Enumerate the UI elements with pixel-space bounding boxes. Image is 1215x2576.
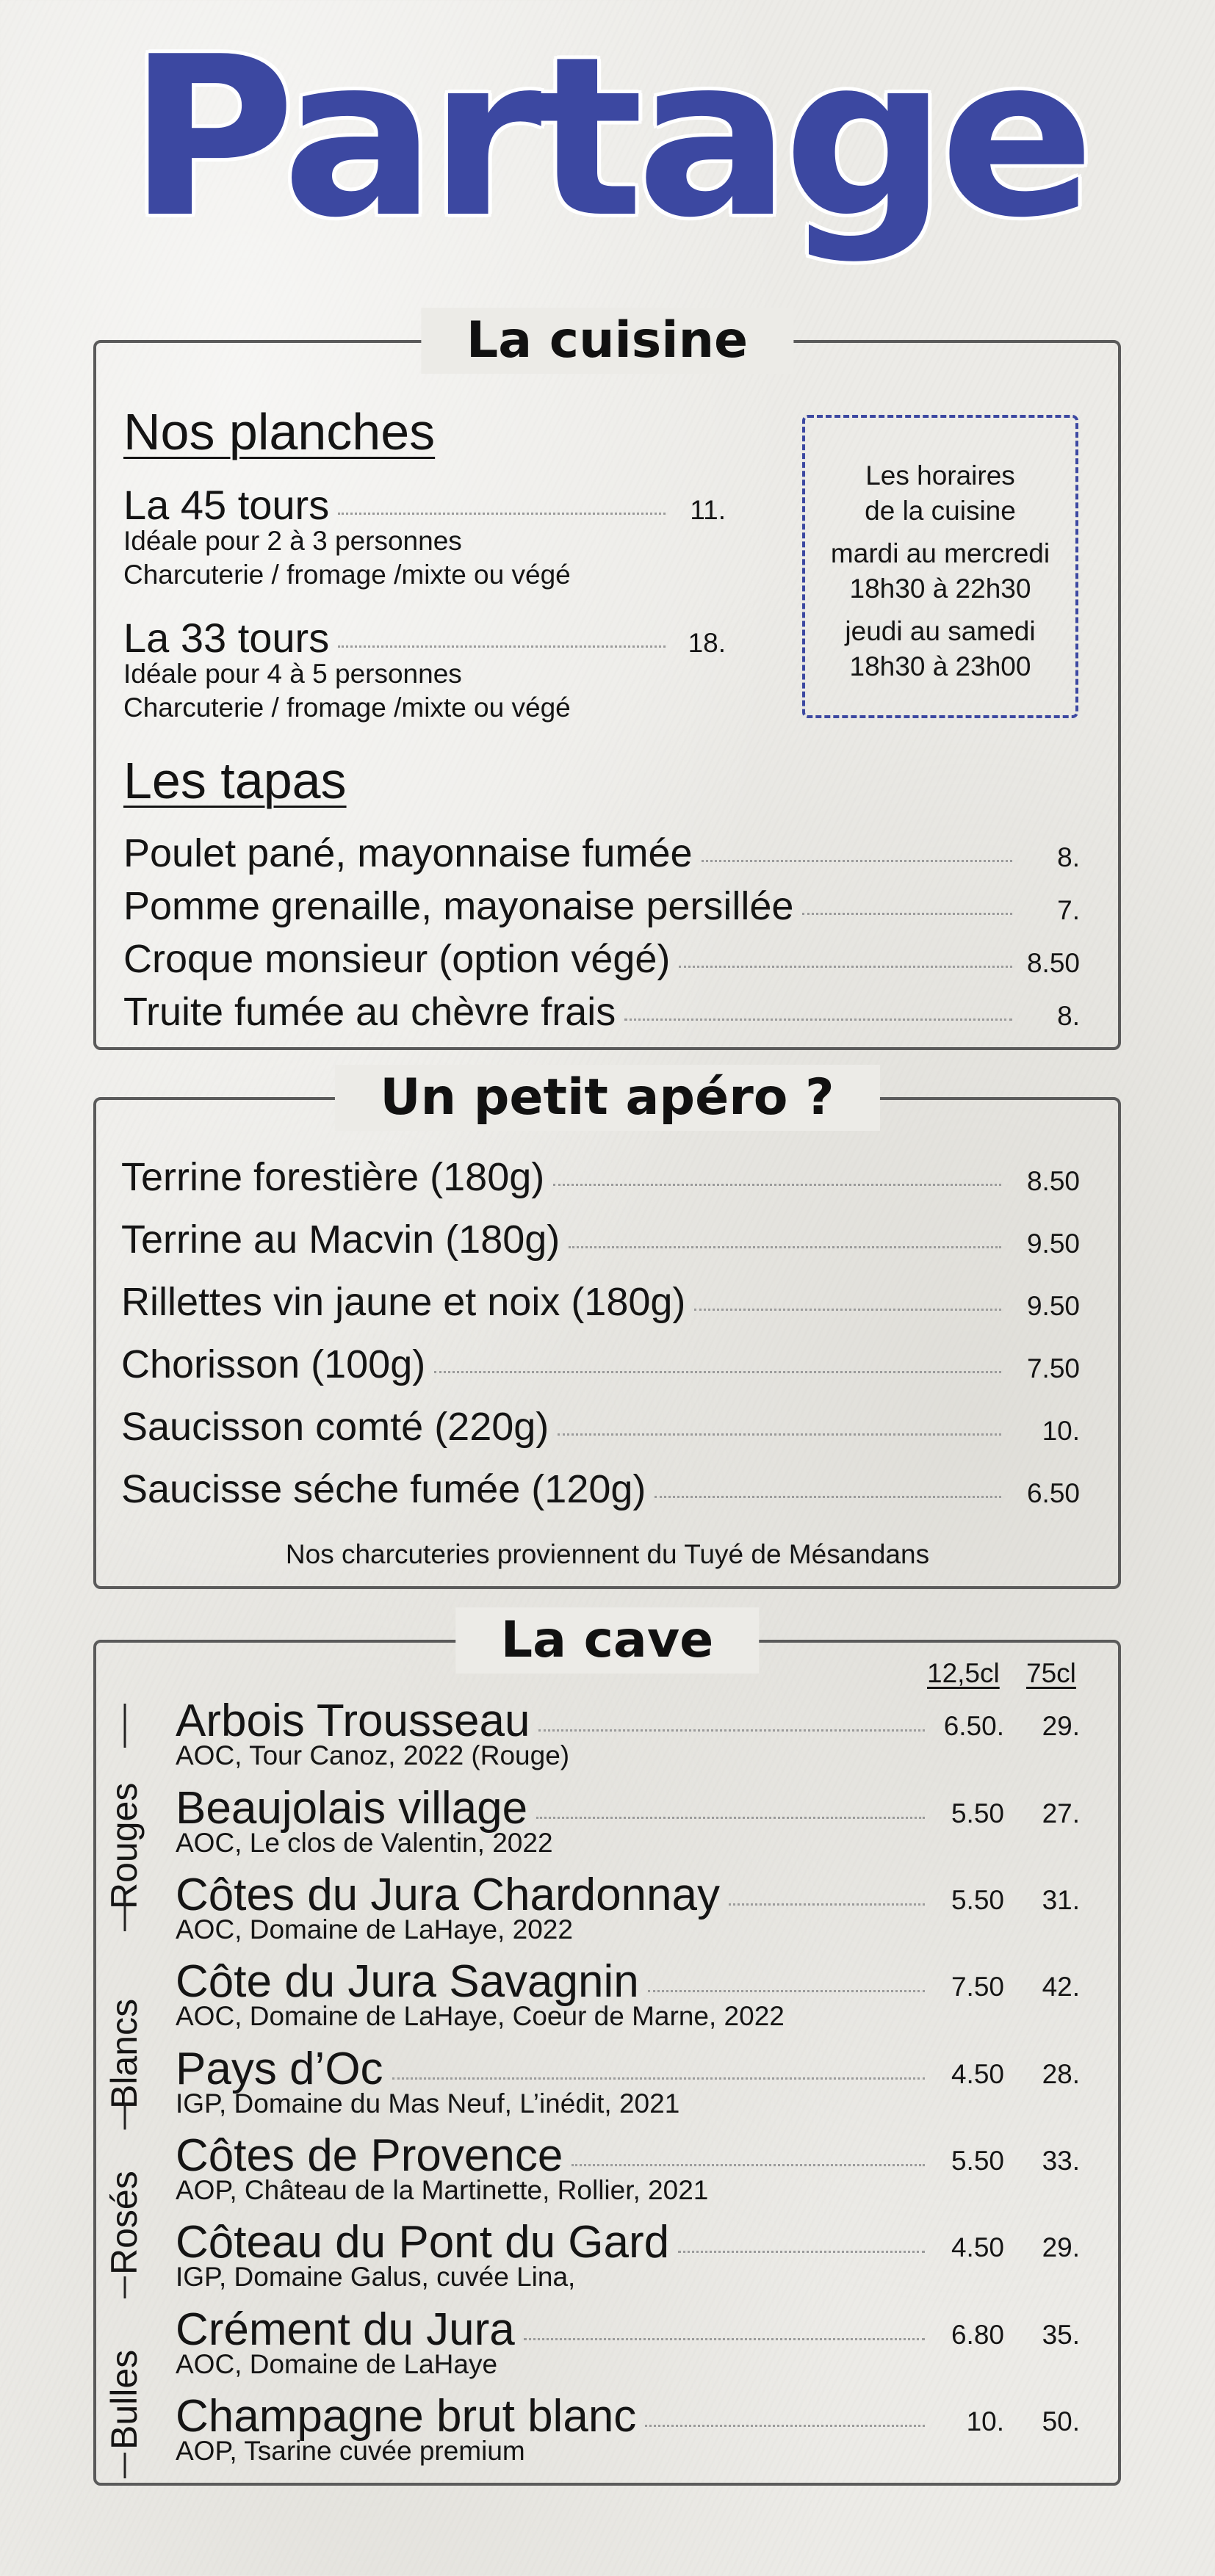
- wine-name: Côteau du Pont du Gard: [176, 2217, 670, 2268]
- wine-glass-price: 6.80: [951, 2320, 1004, 2350]
- menu-item: [123, 831, 1080, 876]
- leader-dots: [694, 1309, 1001, 1311]
- bottle-column-header: 75cl: [1026, 1658, 1076, 1688]
- leader-dots: [655, 1496, 1001, 1498]
- item-price: 10.: [1042, 1416, 1080, 1446]
- item-price: 7.50: [1026, 1353, 1080, 1383]
- wine-row: [176, 2043, 925, 2095]
- item-name: Saucisse séche fumée (120g): [121, 1467, 646, 1511]
- leader-dots: [392, 2077, 925, 2080]
- leader-dots: [553, 1184, 1001, 1186]
- item-description: Idéale pour 4 à 5 personnes: [123, 659, 462, 689]
- leader-dots: [536, 1817, 925, 1819]
- item-price: 6.50: [1026, 1478, 1080, 1508]
- leader-dots: [729, 1903, 925, 1906]
- item-name: Saucisson comté (220g): [121, 1405, 549, 1449]
- leader-dots: [338, 645, 666, 648]
- item-name: Poulet pané, mayonnaise fumée: [123, 831, 693, 875]
- menu-item: [123, 883, 1080, 929]
- item-name: Rillettes vin jaune et noix (180g): [121, 1280, 686, 1324]
- item-price: 11.: [690, 495, 726, 525]
- item-name: Truite fumée au chèvre frais: [123, 990, 616, 1034]
- wine-bottle-price: 31.: [1042, 1885, 1080, 1915]
- wine-bottle-price: 29.: [1042, 1711, 1080, 1741]
- tapas-heading: Les tapas: [123, 752, 347, 809]
- leader-dots: [558, 1433, 1001, 1436]
- leader-dots: [678, 2251, 925, 2253]
- wine-name: Arbois Trousseau: [176, 1696, 530, 1746]
- item-price: 8.50: [1026, 1166, 1080, 1196]
- wine-glass-price: 5.50: [951, 1798, 1004, 1828]
- wine-name: Crément du Jura: [176, 2304, 515, 2355]
- wine-row: [176, 1695, 925, 1747]
- item-price: 8.50: [1026, 948, 1080, 978]
- leader-dots: [538, 1729, 925, 1732]
- item-name: Croque monsieur (option végé): [123, 937, 671, 981]
- wine-glass-price: 10.: [966, 2406, 1004, 2436]
- wine-name: Côte du Jura Savagnin: [176, 1956, 639, 2007]
- wine-name: Beaujolais village: [176, 1783, 528, 1834]
- menu-item: [123, 481, 726, 529]
- wine-glass-price: 4.50: [951, 2232, 1004, 2262]
- item-name: Chorisson (100g): [121, 1342, 426, 1386]
- wine-bottle-price: 27.: [1042, 1798, 1080, 1828]
- item-price: 8.: [1057, 842, 1080, 872]
- item-name: La 45 tours: [123, 482, 330, 528]
- wine-glass-price: 7.50: [951, 1972, 1004, 2002]
- menu-item: [121, 1342, 1080, 1387]
- wine-details: IGP, Domaine du Mas Neuf, L’inédit, 2021: [176, 2088, 680, 2119]
- wine-row: [176, 1869, 925, 1921]
- cave-title: La cave: [455, 1607, 760, 1674]
- wine-glass-price: 5.50: [951, 2146, 1004, 2176]
- hours-time: 18h30 à 23h00: [849, 651, 1031, 681]
- wine-name: Côtes du Jura Chardonnay: [176, 1870, 721, 1920]
- leader-dots: [434, 1371, 1001, 1373]
- item-price: 8.: [1057, 1001, 1080, 1031]
- blancs-label: Blancs: [104, 1998, 145, 2109]
- wine-details: AOC, Domaine de LaHaye: [176, 2349, 498, 2379]
- leader-dots: [645, 2425, 925, 2427]
- wine-name: Pays d’Oc: [176, 2044, 383, 2094]
- wine-row: [176, 2130, 925, 2182]
- wine-row: [176, 1955, 925, 2008]
- item-description: Idéale pour 2 à 3 personnes: [123, 526, 462, 556]
- wine-details: AOC, Le clos de Valentin, 2022: [176, 1828, 553, 1858]
- item-price: 7.: [1057, 895, 1080, 925]
- item-price: 9.50: [1026, 1291, 1080, 1321]
- leader-dots: [648, 1990, 925, 1992]
- leader-dots: [624, 1019, 1012, 1021]
- item-description: Charcuterie / fromage /mixte ou végé: [123, 692, 571, 723]
- kitchen-hours-box: [802, 415, 1078, 718]
- hours-title: Les horaires: [865, 460, 1015, 491]
- leader-dots: [572, 2164, 925, 2166]
- planches-heading: Nos planches: [123, 403, 436, 460]
- category-separators: [110, 1689, 140, 2511]
- roses-label: Rosés: [104, 2171, 145, 2275]
- item-description: Charcuterie / fromage /mixte ou végé: [123, 560, 571, 590]
- wine-bottle-price: 35.: [1042, 2320, 1080, 2350]
- hours-days: mardi au mercredi: [830, 538, 1050, 568]
- apero-title: Un petit apéro ?: [334, 1065, 879, 1131]
- rouges-label: Rouges: [104, 1782, 145, 1909]
- charcuterie-note: Nos charcuteries proviennent du Tuyé de Mésandans: [285, 1539, 930, 1569]
- item-name: La 33 tours: [123, 615, 330, 661]
- wine-glass-price: 5.50: [951, 1885, 1004, 1915]
- wine-name: Côtes de Provence: [176, 2130, 563, 2181]
- leader-dots: [524, 2338, 925, 2340]
- wine-details: IGP, Domaine Galus, cuvée Lina,: [176, 2262, 576, 2292]
- wine-details: AOP, Tsarine cuvée premium: [176, 2436, 525, 2466]
- item-name: Terrine au Macvin (180g): [121, 1218, 560, 1262]
- menu-item: [123, 936, 1080, 982]
- wine-glass-price: 6.50.: [943, 1711, 1004, 1741]
- wine-bottle-price: 50.: [1042, 2406, 1080, 2436]
- glass-column-header: 12,5cl: [927, 1658, 1000, 1688]
- bulles-label: Bulles: [104, 2349, 145, 2450]
- leader-dots: [802, 913, 1012, 915]
- menu-item: [123, 989, 1080, 1035]
- wine-details: AOP, Château de la Martinette, Rollier, 2021: [176, 2175, 709, 2205]
- wine-details: AOC, Domaine de LaHaye, Coeur de Marne, 2022: [176, 2001, 785, 2031]
- hours-title: de la cuisine: [865, 496, 1016, 526]
- wine-bottle-price: 33.: [1042, 2146, 1080, 2176]
- menu-item: [121, 1466, 1080, 1512]
- cuisine-title: La cuisine: [421, 308, 793, 374]
- hours-time: 18h30 à 22h30: [849, 574, 1031, 604]
- wine-bottle-price: 42.: [1042, 1972, 1080, 2002]
- item-name: Terrine forestière (180g): [121, 1155, 545, 1199]
- wine-bottle-price: 28.: [1042, 2059, 1080, 2089]
- menu-item: [121, 1279, 1080, 1325]
- leader-dots: [569, 1246, 1001, 1248]
- wine-glass-price: 4.50: [951, 2059, 1004, 2089]
- leader-dots: [679, 966, 1012, 968]
- menu-item: [121, 1217, 1080, 1262]
- wine-name: Champagne brut blanc: [176, 2391, 637, 2442]
- item-price: 9.50: [1026, 1229, 1080, 1259]
- leader-dots: [702, 860, 1012, 862]
- leader-dots: [338, 513, 666, 515]
- item-name: Pomme grenaille, mayonaise persillée: [123, 884, 794, 928]
- menu-item: [121, 1154, 1080, 1200]
- menu-item: [123, 614, 726, 662]
- wine-row: [176, 2304, 925, 2356]
- hours-days: jeudi au samedi: [845, 616, 1036, 646]
- item-price: 18.: [688, 628, 726, 658]
- wine-row: [176, 2390, 925, 2442]
- wine-row: [176, 1782, 925, 1834]
- wine-row: [176, 2216, 925, 2268]
- brand-title: Partage: [127, 10, 1088, 266]
- wine-bottle-price: 29.: [1042, 2232, 1080, 2262]
- wine-details: AOC, Tour Canoz, 2022 (Rouge): [176, 1740, 570, 1770]
- wine-details: AOC, Domaine de LaHaye, 2022: [176, 1914, 573, 1944]
- menu-item: [121, 1404, 1080, 1450]
